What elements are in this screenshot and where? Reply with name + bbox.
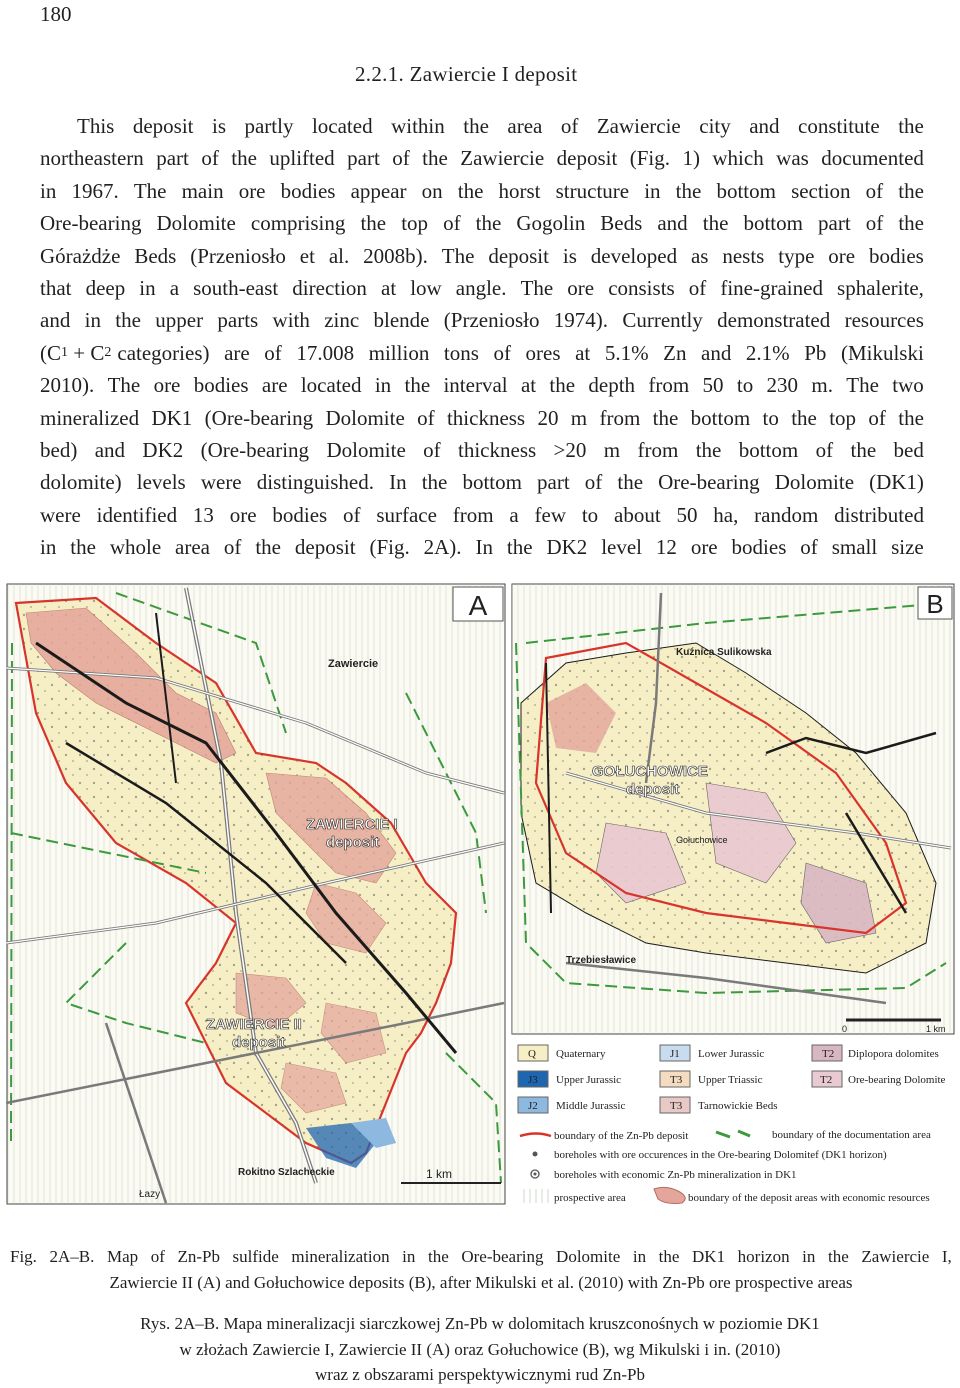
legend-item-upper-triassic (660, 1071, 763, 1087)
legend-item-tarnowickie-beds (660, 1097, 778, 1113)
paragraph-line: were identified 13 ore bodies of surface from a few to about 50 ha, random distributed (40, 502, 924, 527)
svg-text:boundary of the documentation: boundary of the documentation area (772, 1129, 931, 1141)
legend-ore-boreholes (533, 1149, 887, 1161)
legend-deposit-boundary (520, 1130, 688, 1142)
paragraph-line: dolomite) levels were distinguished. In the bottom part of the Ore-bearing Dolomite (DK1) (40, 470, 924, 495)
caption-en-line: Fig. 2A–B. Map of Zn-Pb sulfide mineralization in the Ore-bearing Dolomite in the DK1 horizon in the Zawiercie I, (10, 1247, 952, 1266)
svg-text:T2: T2 (822, 1048, 835, 1060)
scale-0: 0 (842, 1024, 848, 1034)
label-zawiercie-city: Zawiercie (328, 658, 379, 670)
paragraph-line: in the whole area of the deposit (Fig. 2A). In the DK2 level 12 ore bodies of small size (40, 535, 924, 560)
legend-documentation-boundary (716, 1129, 931, 1141)
svg-text:prospective area: prospective area (554, 1192, 626, 1204)
svg-text:boreholes with ore occurences: boreholes with ore occurences in the Ore-bearing Dolomitef (DK1 horizon) (554, 1149, 887, 1161)
legend-prospective-area (520, 1189, 626, 1204)
svg-text:J1: J1 (670, 1048, 680, 1060)
svg-text:boreholes with economic Zn-Pb: boreholes with economic Zn-Pb mineralization in DK1 (554, 1169, 797, 1181)
legend-item-middle-jurassic (518, 1097, 625, 1113)
label-zawiercie-ii-deposit: deposit (232, 1034, 286, 1051)
section-heading: 2.2.1. Zawiercie I deposit (355, 62, 578, 86)
paragraph-line: mineralized DK1 (Ore-bearing Dolomite of thickness 20 m from the bottom to the top of the (40, 405, 924, 430)
svg-text:J3: J3 (528, 1074, 538, 1086)
caption-en (10, 1244, 952, 1295)
label-lazy: Łazy (139, 1189, 161, 1200)
label-goluchowice: Gołuchowice (676, 835, 728, 845)
paragraph-line: Ore-bearing Dolomite comprising the top of the Gogolin Beds and the bottom part of the (40, 211, 924, 236)
map-a-panel-label (453, 587, 503, 621)
label-zawiercie-i: ZAWIERCIE I (306, 816, 398, 833)
svg-text:T3: T3 (670, 1100, 683, 1112)
map-a (6, 584, 505, 1204)
svg-text:Tarnowickie Beds: Tarnowickie Beds (698, 1100, 778, 1112)
label-zawiercie-ii: ZAWIERCIE II (206, 1016, 302, 1033)
paragraph-line: that deep in a south-east direction at low angle. The ore consists of fine-grained sphalerite, (40, 276, 924, 301)
map-b-panel-label (918, 587, 952, 619)
math-plus: + C (68, 340, 105, 365)
svg-text:A: A (468, 590, 488, 621)
figure-2 (6, 583, 956, 1205)
svg-text:boundary of the deposit areas: boundary of the deposit areas with economic resources (688, 1192, 930, 1204)
legend-item-lower-jurassic (660, 1045, 764, 1061)
svg-text:Quaternary: Quaternary (556, 1048, 606, 1060)
legend-item-ore-bearing-dolomite (812, 1071, 946, 1087)
svg-text:Upper Triassic: Upper Triassic (698, 1074, 763, 1086)
label-kuznica: Kuźnica Sulikowska (676, 647, 772, 658)
scale-1km: 1 km (926, 1024, 946, 1034)
caption-pl (0, 1311, 960, 1388)
label-goluchowice-deposit-2: deposit (626, 781, 680, 798)
math-rest: categories) are of 17.008 million tons of ores at 5.1% Zn and 2.1% Pb (Mikulski (117, 340, 924, 365)
svg-text:B: B (926, 589, 944, 619)
paragraph-line: This deposit is partly located within the area of Zawiercie city and constitute the (77, 114, 924, 138)
paragraph-line: and in the upper parts with zinc blende (Przeniosło 1974). Currently demonstrated resources (40, 308, 924, 333)
svg-text:Diplopora dolomites: Diplopora dolomites (848, 1048, 939, 1060)
map-legend (518, 1045, 946, 1204)
caption-en-line: Zawiercie II (A) and Gołuchowice deposits (B), after Mikulski et al. (2010) with Zn-Pb ore prospective areas (109, 1272, 853, 1292)
paren-open: ( (40, 340, 47, 365)
svg-text:Upper Jurassic: Upper Jurassic (556, 1074, 622, 1086)
caption-pl-line: Rys. 2A–B. Mapa mineralizacji siarczkowej Zn-Pb w dolomitach kruszconośnych w poziomie DK1 (140, 1314, 820, 1333)
svg-text:Ore-bearing Dolomite: Ore-bearing Dolomite (848, 1074, 946, 1086)
caption-pl-line: wraz z obszarami perspektywicznymi rud Zn-Pb (315, 1365, 645, 1384)
caption-pl-line: w złożach Zawiercie I, Zawiercie II (A) oraz Gołuchowice (B), wg Mikulski i in. (2010) (179, 1339, 781, 1359)
svg-text:Middle Jurassic: Middle Jurassic (556, 1100, 626, 1112)
paragraph-line: Górażdże Beds (Przeniosło et al. 2008b). The deposit is developed as nests type ore bodies (40, 243, 924, 268)
paragraph-line: northeastern part of the uplifted part of the Zawiercie deposit (Fig. 1) which was documented (40, 146, 924, 171)
svg-text:boundary of the Zn-Pb deposit: boundary of the Zn-Pb deposit (554, 1130, 689, 1142)
legend-economic-areas (654, 1187, 930, 1204)
label-zawiercie-i-deposit: deposit (326, 834, 380, 851)
svg-text:Lower Jurassic: Lower Jurassic (698, 1048, 765, 1060)
paragraph-line: in 1967. The main ore bodies appear on the horst structure in the bottom section of the (40, 178, 924, 203)
math-sub-1: 1 (61, 344, 69, 360)
paragraph-line: 2010). The ore bodies are located in the interval at the depth from 50 to 230 m. The two (40, 373, 924, 398)
legend-item-upper-jurassic (518, 1071, 621, 1087)
legend-item-diplopora-dolomites (812, 1045, 939, 1061)
paragraph-line-math (40, 337, 924, 369)
body-paragraph (40, 110, 924, 564)
math-sub-2: 2 (104, 344, 112, 360)
label-rokitno: Rokitno Szlacheckie (238, 1167, 335, 1178)
svg-text:Q: Q (528, 1048, 536, 1060)
label-trzebieslawice: Trzebiesławice (566, 955, 637, 966)
legend-item-quaternary (518, 1045, 606, 1061)
math-c: C (47, 340, 62, 365)
scale-label: 1 km (426, 1167, 453, 1181)
label-goluchowice-deposit: GOŁUCHOWICE (592, 763, 708, 780)
paragraph-line: bed) and DK2 (Ore-bearing Dolomite of thickness >20 m from the bottom of the bed (40, 438, 924, 463)
page-number: 180 (40, 2, 72, 26)
map-b (512, 584, 954, 1034)
legend-economic-boreholes (531, 1169, 797, 1181)
svg-text:J2: J2 (528, 1100, 538, 1112)
svg-text:T3: T3 (670, 1074, 683, 1086)
svg-text:T2: T2 (820, 1074, 833, 1086)
